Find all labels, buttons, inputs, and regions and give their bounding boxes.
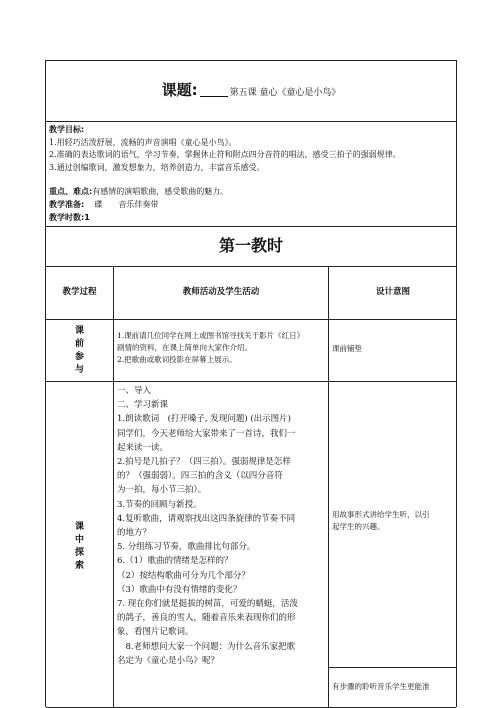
lesson-plan-sheet [45,60,457,707]
objective-item: 3.通过创编歌词，激发想象力，培养创造力，丰富音乐感受。 [49,162,265,172]
key-points [49,186,453,199]
divider [328,667,456,668]
preparation-label: 教学准备: [49,200,85,209]
preparation-text: 碟 音乐伴奏带 [94,200,159,209]
activity-in-class: 一、导入 二、学习新课 1.朗读歌词 (打开嗓子, 发现问题) (出示图片) 同学们，今天老师给大家带来了一首诗，我们一 起来读一读。 2.拍号是几拍子？（四三拍）。强弱规律是怎样 的？（强弱弱）。四三拍的含义（以四分音符 为一拍，每小节三拍）。 3.节奏的回顾与新授。 4.复听歌曲，请观察找出这四条旋律的节奏不同 的地方？ 5. 分组练习节奏，歌曲排比句部分。 6.（1）歌曲的情绪是怎样的？ （2）按结构歌曲可分为几个部分？ （3）歌曲中有没有情绪的变化？ 7. 现在你们就是挺拔的树苗，可爱的蜻蜓，活泼 的鸽子，善良的雪人，随着音乐来表现你们的形 象，看图片记歌词。 8.老师想问大家一个问题：为什么音乐家把歌 名定为《童心是小鸟》呢？ [117,386,298,666]
col-header-activity: 教师活动及学生活动 [182,287,260,297]
design-pre-class: 课前铺垫 [332,344,362,353]
key-points-label: 重点、难点: [49,187,93,196]
col-header-design: 设计意图 [375,287,410,297]
design-in-class-continued: 有步骤的聆听音乐学生更能准 [332,682,430,691]
lesson-title [46,79,456,100]
activity-pre-class: 1.课前请几位同学在网上或图书馆寻找关于影片《红日》 剧情的资料，在课上简单向大家作介绍。 2.把歌曲或歌词投影在屏幕上展示。 [117,331,305,364]
stage-label-pre-class: 课 前 参 与 [74,326,84,375]
divider [46,266,456,267]
title-label: 课题: [161,81,198,99]
objective-item: 1.用轻巧活泼舒展，流畅的声音演唱《童心是小鸟》。 [49,137,237,147]
divider [46,226,456,227]
teaching-hours [49,212,453,225]
section-title: 第一教时 [218,236,283,255]
column-divider [113,266,114,707]
design-in-class: 用故事形式讲给学生听，以引 起学生的兴趣。 [332,510,430,531]
divider [46,319,456,320]
objectives-section [49,124,453,174]
title-text: 第五课 童心《童心是小鸟》 [229,88,341,98]
divider [46,121,456,122]
key-points-text: 有感情的演唱歌曲，感受歌曲的魅力。 [92,187,229,196]
preparation [49,199,453,212]
objectives-heading: 教学目标: [49,125,85,134]
title-blank [200,96,228,97]
col-header-process: 教学过程 [62,287,97,297]
objective-item: 2.准确的表达歌词的语气，学习节奏，掌握休止符和附点四分音符的唱法，感受三拍子的强弱规律。 [49,150,401,159]
stage-label-in-class: 课 中 探 索 [74,522,84,571]
hours-value: 1 [84,213,90,222]
hours-label: 教学时数: [49,213,85,222]
column-divider [328,266,329,707]
divider [46,381,456,382]
